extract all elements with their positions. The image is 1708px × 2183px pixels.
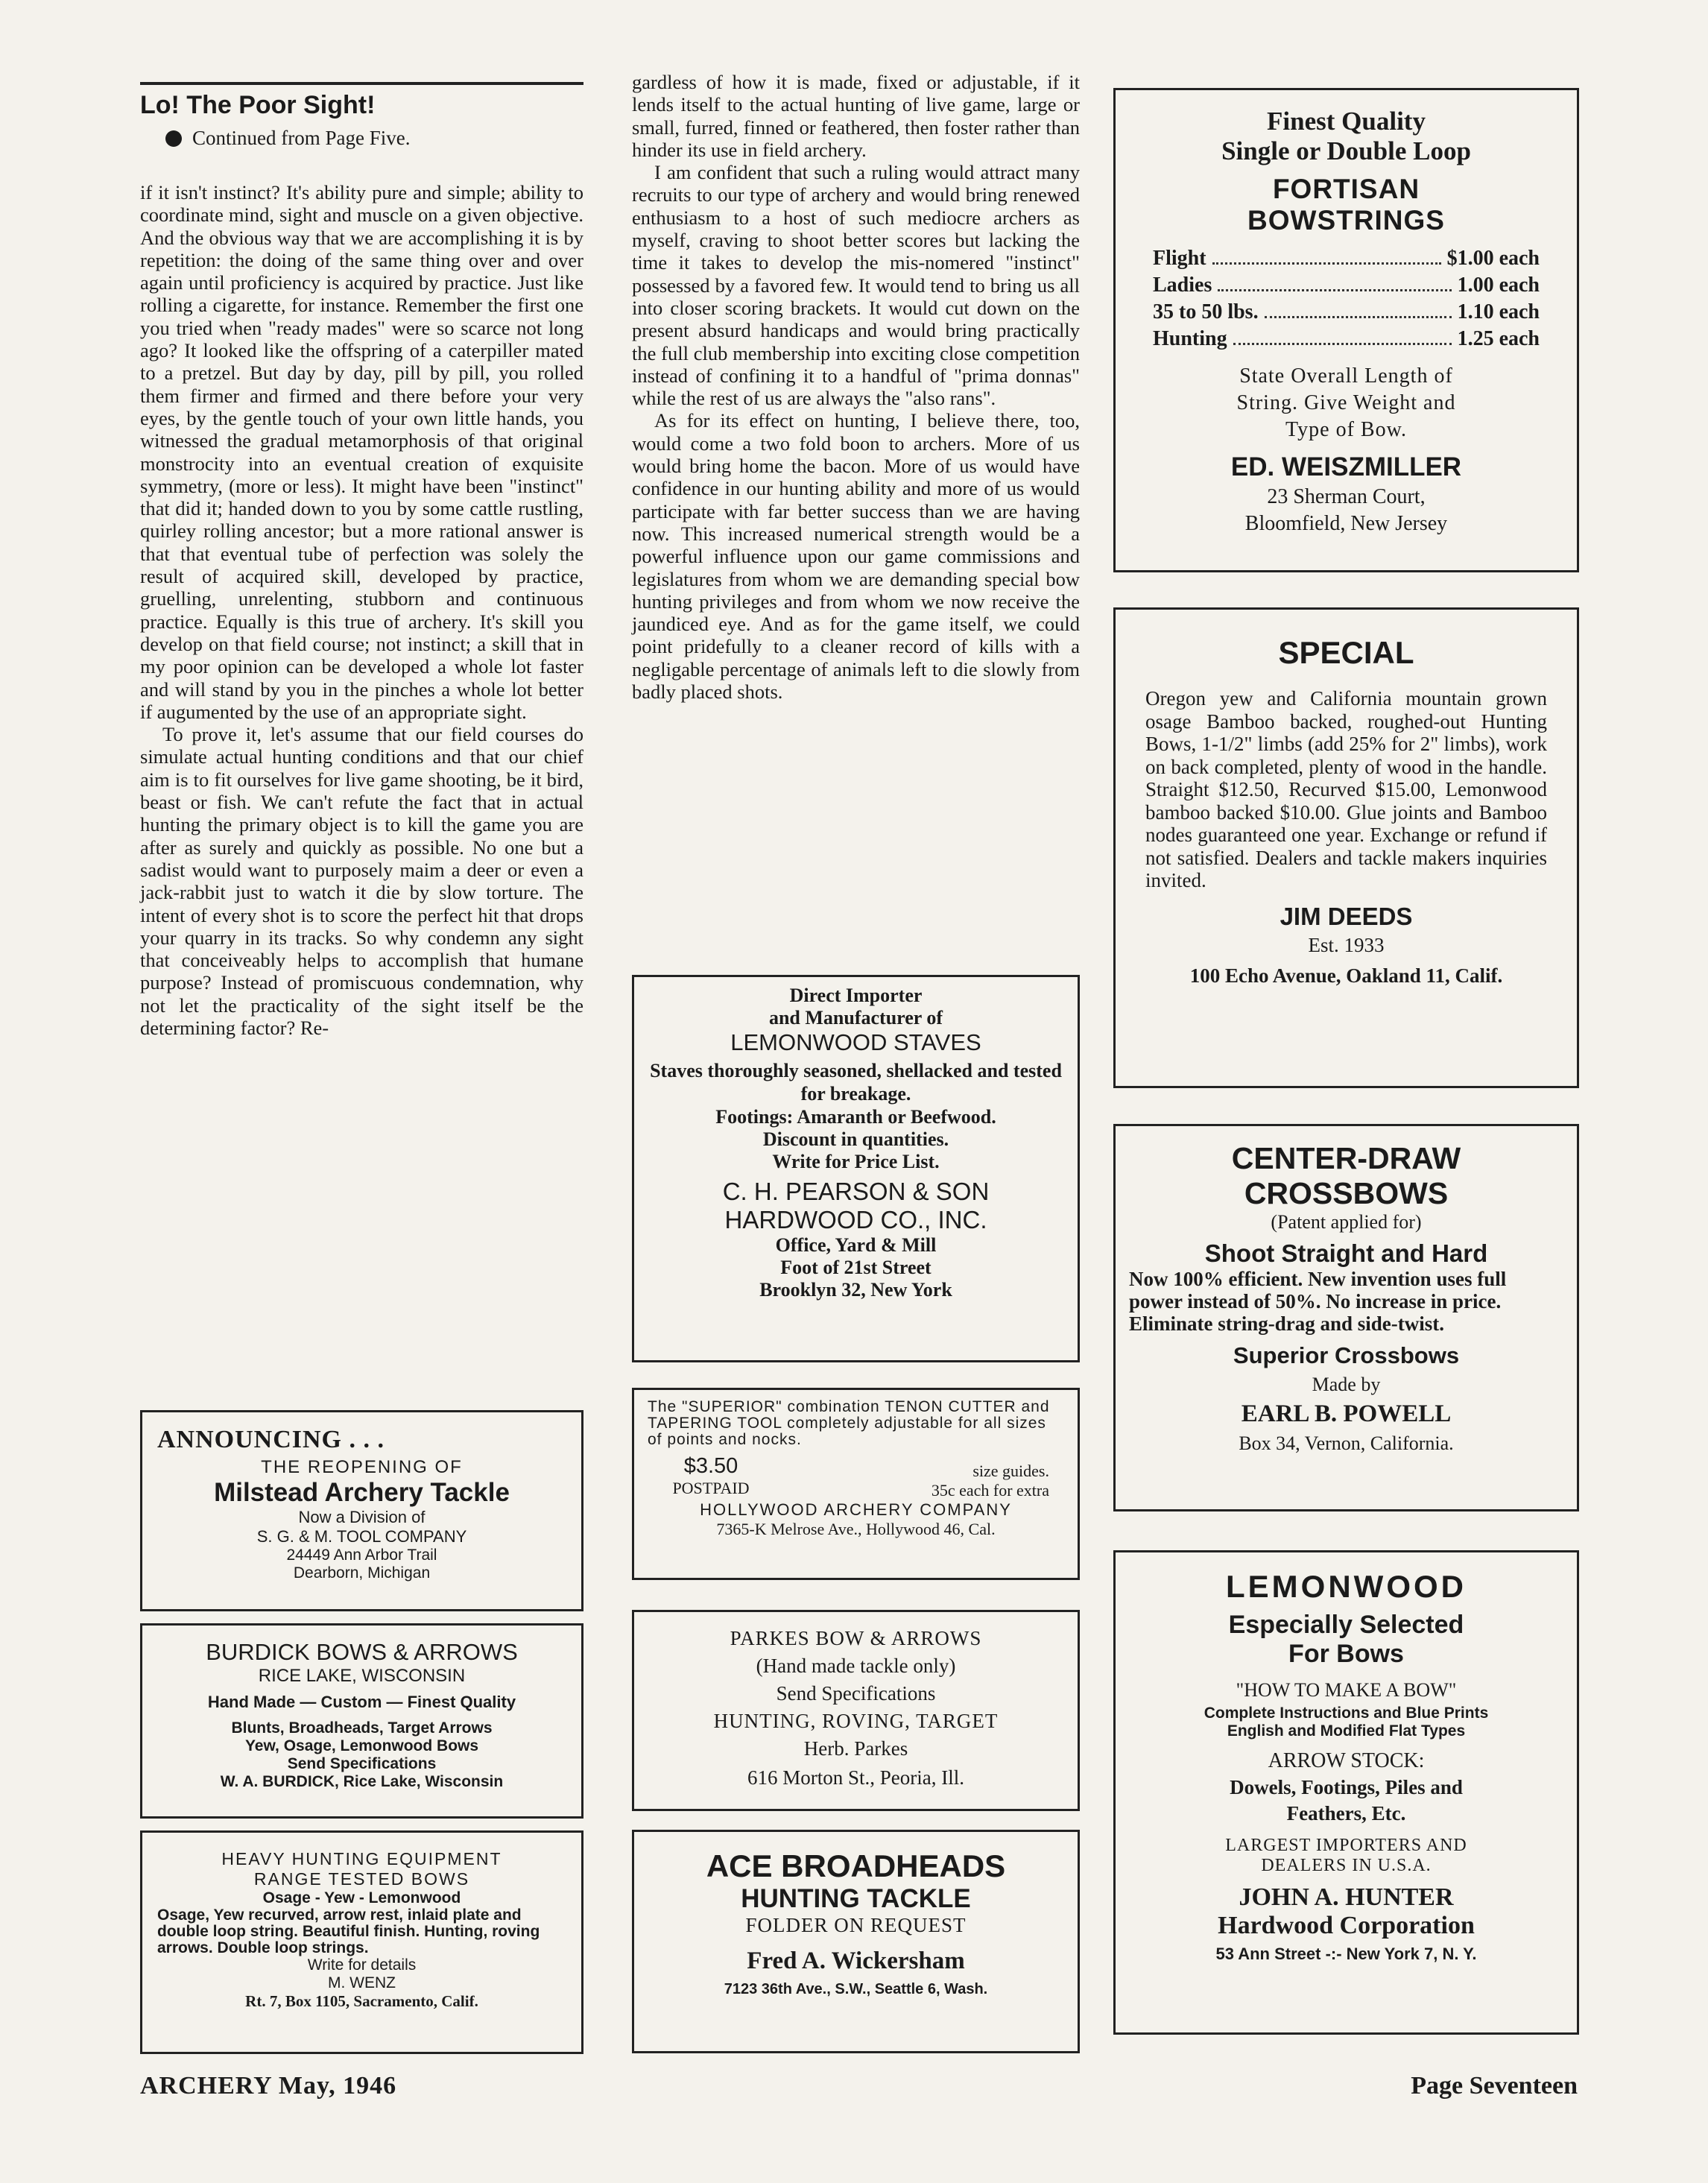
ad-text: Direct Importer xyxy=(789,985,923,1006)
ad-text: LARGEST IMPORTERS AND xyxy=(1225,1836,1467,1855)
ad-ace xyxy=(632,1830,1080,2053)
ad-crossbows xyxy=(1113,1124,1579,1511)
ad-hunter xyxy=(1113,1550,1579,2035)
ad-headline: Finest Quality xyxy=(1267,107,1426,136)
ad-text: Send Specifications xyxy=(776,1682,936,1705)
price-label: Flight xyxy=(1153,247,1206,270)
ad-body: Osage, Yew recurved, arrow rest, inlaid plate and double loop string. Beautiful finish. Hunting, roving arrows. Double loop strings. xyxy=(157,1906,540,1956)
ad-wenz xyxy=(140,1830,583,2054)
ad-name: JOHN A. HUNTER xyxy=(1239,1883,1454,1911)
ad-text: size guides. xyxy=(972,1462,1049,1480)
ad-company: HARDWOOD CO., INC. xyxy=(724,1206,987,1233)
ad-text: English and Modified Flat Types xyxy=(1227,1722,1466,1740)
ad-headline: Single or Double Loop xyxy=(1221,136,1471,165)
ad-text: Now a Division of xyxy=(298,1508,426,1526)
ad-address: Brooklyn 32, New York xyxy=(759,1279,952,1301)
ad-parkes xyxy=(632,1610,1080,1811)
ad-brand: FORTISAN xyxy=(1272,174,1420,204)
ad-text: THE REOPENING OF xyxy=(261,1457,463,1477)
footer-page-number: Page Seventeen xyxy=(1411,2072,1578,2100)
ad-name: Herb. Parkes xyxy=(803,1737,908,1760)
article-paragraph: As for its effect on hunting, I believe there, too, would come a two fold boon to archers. More of us would bring home the bacon. More of us would have confidence in our hunting ability and more of us would participate with far better success than we are having now. This increased numerical strength would be a powerful influence upon our game commissions and legislatures from whom we are demanding special bow hunting privileges and from whom we now receive the jaundiced eye. And as for the game itself, we could point pridefully to a cleaner record of kills with a negligable percentage of animals left to die slowly from badly placed shots. xyxy=(632,409,1080,704)
ad-price: $3.50 xyxy=(683,1454,738,1478)
leader-dots xyxy=(1265,300,1452,318)
ad-body: Oregon yew and California mountain grown osage Bamboo backed, roughed-out Hunting Bows, 1-1/2" limbs (add 25% for 2" limbs), work on back completed, plenty of wood in the handle. Straight $12.50, Recurved $15.00, Lemonwood bamboo backed $10.00. Glue joints and Bamboo nodes guaranteed one year. Exchange or refund if not satisfied. Dealers and tackle makers inquiries invited. xyxy=(1145,687,1547,891)
ad-pearson xyxy=(632,975,1080,1362)
price-group xyxy=(648,1454,774,1500)
price-label: 35 to 50 lbs. xyxy=(1153,300,1259,323)
ad-text: Osage - Yew - Lemonwood xyxy=(262,1889,461,1906)
ad-address: 23 Sherman Court, xyxy=(1267,485,1426,508)
ad-company: S. G. & M. TOOL COMPANY xyxy=(256,1527,467,1546)
ad-name: M. WENZ xyxy=(328,1974,396,1991)
article-body-col1 xyxy=(140,181,583,1039)
ad-address: 24449 Ann Arbor Trail xyxy=(286,1547,437,1564)
ad-text: State Overall Length of xyxy=(1239,364,1453,388)
ad-company: HOLLYWOOD ARCHERY COMPANY xyxy=(700,1500,1012,1519)
ad-body: The "SUPERIOR" combination TENON CUTTER and TAPERING TOOL completely adjustable for all sizes of points and nocks. xyxy=(648,1398,1050,1448)
ad-headline: ANNOUNCING . . . xyxy=(157,1426,385,1453)
ad-headline: CROSSBOWS xyxy=(1244,1176,1449,1210)
ad-headline: LEMONWOOD STAVES xyxy=(730,1029,981,1055)
ad-text: HUNTING, ROVING, TARGET xyxy=(713,1710,999,1732)
ad-brand: LEMONWOOD xyxy=(1226,1569,1467,1604)
price-list xyxy=(1153,247,1540,351)
ad-text: Yew, Osage, Lemonwood Bows xyxy=(244,1737,479,1754)
ad-text: Write for details xyxy=(307,1956,417,1974)
leader-dots xyxy=(1212,247,1441,265)
ad-address: Box 34, Vernon, California. xyxy=(1239,1432,1454,1454)
article-paragraph: gardless of how it is made, fixed or adjustable, if it lends itself to the actual hunting of live game, large or small, furred, finned or feathered, then foster rather than hinder its use in field archery. xyxy=(632,71,1080,161)
ad-company: C. H. PEARSON & SON xyxy=(722,1178,990,1205)
ad-text: Type of Bow. xyxy=(1285,418,1407,441)
ad-address: Foot of 21st Street xyxy=(780,1257,932,1278)
ad-body: Staves thoroughly seasoned, shellacked and tested for breakage. xyxy=(650,1060,1062,1105)
ad-brand: BURDICK BOWS & ARROWS xyxy=(206,1639,518,1665)
leader-dots xyxy=(1218,274,1451,291)
ad-brand: Superior Crossbows xyxy=(1233,1342,1460,1368)
bullet-icon xyxy=(165,130,182,147)
price-label: Ladies xyxy=(1153,274,1212,297)
ad-headline: RANGE TESTED BOWS xyxy=(253,1869,470,1889)
ad-text: Complete Instructions and Blue Prints xyxy=(1203,1705,1489,1722)
ad-name: ED. WEISZMILLER xyxy=(1230,452,1462,481)
ad-address: Rt. 7, Box 1105, Sacramento, Calif. xyxy=(245,1992,478,2010)
ad-text: Blunts, Broadheads, Target Arrows xyxy=(231,1719,493,1737)
price-block xyxy=(648,1454,1064,1500)
ad-superior-tenon xyxy=(632,1388,1080,1580)
ad-company: Hardwood Corporation xyxy=(1218,1912,1475,1939)
ad-name: Fred A. Wickersham xyxy=(747,1947,965,1974)
price-row xyxy=(1153,327,1540,351)
ad-text: FOLDER ON REQUEST xyxy=(745,1914,967,1936)
price-row xyxy=(1153,247,1540,271)
article-title: Lo! The Poor Sight! xyxy=(140,91,376,119)
ad-headline: SPECIAL xyxy=(1278,635,1414,670)
ad-text: and Manufacturer of xyxy=(768,1007,943,1029)
ad-text: String. Give Weight and xyxy=(1236,391,1456,414)
ad-text: "HOW TO MAKE A BOW" xyxy=(1236,1679,1457,1701)
ad-special xyxy=(1113,607,1579,1088)
ad-address: Bloomfield, New Jersey xyxy=(1244,512,1448,535)
footer-magazine-date: ARCHERY May, 1946 xyxy=(140,2072,397,2100)
continued-note xyxy=(165,127,583,150)
ad-text: (Hand made tackle only) xyxy=(756,1655,956,1677)
ad-fortisan xyxy=(1113,88,1579,572)
ad-name: EARL B. POWELL xyxy=(1241,1400,1452,1427)
ad-milstead xyxy=(140,1410,583,1611)
ad-text: Send Specifications xyxy=(287,1755,437,1772)
ad-text: Hand Made — Custom — Finest Quality xyxy=(207,1693,516,1711)
ad-text: Write for Price List. xyxy=(772,1151,940,1172)
leader-dots xyxy=(1233,327,1452,345)
ad-text: Made by xyxy=(1312,1374,1381,1395)
ad-address: 7123 36th Ave., S.W., Seattle 6, Wash. xyxy=(724,1981,988,1997)
price-value: 1.25 each xyxy=(1457,327,1540,350)
price-value: $1.00 each xyxy=(1446,247,1540,270)
ad-address: 100 Echo Avenue, Oakland 11, Calif. xyxy=(1189,964,1503,987)
article-body-col2 xyxy=(632,71,1080,703)
ad-contact: W. A. BURDICK, Rice Lake, Wisconsin xyxy=(220,1773,504,1790)
article-paragraph: if it isn't instinct? It's ability pure and simple; ability to coordinate mind, sight and muscle on a given objective. And the obvious way that we are accomplishing it is by repetition: the doing of the same thing over and over again until proficiency is acquired by practice. Just like rolling a cigarette, for instance. Remember the first one you tried when "ready mades" were so scarce not long ago? It looked like the offspring of a caterpiller mated to a pretzel. But day by day, pill by pill, you rolled them firmer and firmed and there before your very eyes, by the gentle touch of your own little hands, you witnessed the gradual metamorphosis of that original monstrocity into an eventual creation of exquisite symmetry, (more or less). It might have been "instinct" that did it; handed down to you by some cattle rustling, quirley rolling ancestor; but a more rational answer is that that eventual tube of perfection was solely the result of acquired skill, developed by practice, gruelling, unrelenting, stubborn and continuous practice. Equally is this true of archery. It's skill you develop on that field course; not instinct; a skill that in my poor opinion can be developed a whole lot faster and will stand by you in the pinches a whole lot better if augumented by the use of an appropriate sight. xyxy=(140,181,583,723)
ad-brand: ACE BROADHEADS xyxy=(706,1848,1006,1883)
ad-text: (Patent applied for) xyxy=(1271,1211,1422,1233)
price-row xyxy=(1153,300,1540,324)
ad-text: Est. 1933 xyxy=(1308,933,1385,956)
ad-text: Discount in quantities. xyxy=(762,1128,949,1150)
ad-location: RICE LAKE, WISCONSIN xyxy=(258,1666,466,1686)
ad-address: 7365-K Melrose Ave., Hollywood 46, Cal. xyxy=(716,1520,996,1538)
ad-headline: HEAVY HUNTING EQUIPMENT xyxy=(221,1849,502,1868)
ad-headline: HUNTING TACKLE xyxy=(741,1884,971,1913)
article-paragraph: To prove it, let's assume that our field courses do simulate actual hunting conditions and that our chief aim is to fit ourselves for live game shooting, be it bird, beast or fish. We can't refute the fact that in actual hunting the primary object is to kill the game you are after as surely and quickly as possible. No one but a sadist would want to purposely maim a deer or even a jack-rabbit just to watch it die by slow torture. The intent of every shot is to score the perfect hit that drops your quarry in its tracks. So why condemn any sight that conceiveably helps to accomplish that humane purpose? Instead of promiscuous condemnation, why not let the practicality of the sight itself be the determining factor? Re- xyxy=(140,723,583,1039)
article-paragraph: I am confident that such a ruling would attract many recruits to our type of archery and would bring renewed enthusiasm to a host of such mediocre archers as myself, craving to shoot better scores but lacking the time it takes to develop the mis-nomered "instinct" possessed by a favored few. It would tend to bring us all into closer scoring brackets. It would cut down on the present absurd handicaps and would bring practically the full club membership into exciting close competition instead of confining it to a handful of "prima donnas" while the rest of us are always the "also rans". xyxy=(632,161,1080,410)
ad-text: DEALERS IN U.S.A. xyxy=(1261,1856,1432,1875)
price-label: Hunting xyxy=(1153,327,1227,350)
price-value: 1.10 each xyxy=(1457,300,1540,323)
ad-name: JIM DEEDS xyxy=(1280,902,1413,930)
price-value: 1.00 each xyxy=(1457,274,1540,297)
ad-subheadline: Shoot Straight and Hard xyxy=(1204,1239,1488,1267)
price-row xyxy=(1153,274,1540,297)
ad-address: 53 Ann Street -:- New York 7, N. Y. xyxy=(1215,1945,1477,1963)
ad-burdick xyxy=(140,1623,583,1819)
continued-text: Continued from Page Five. xyxy=(192,127,411,149)
ad-headline: Especially Selected xyxy=(1228,1611,1464,1639)
ad-headline: CENTER-DRAW xyxy=(1231,1141,1461,1175)
ad-text: POSTPAID xyxy=(672,1479,750,1497)
sizes-group xyxy=(932,1454,1064,1500)
ad-brand: PARKES BOW & ARROWS xyxy=(730,1627,982,1649)
ad-body: Now 100% efficient. New invention uses full power instead of 50%. No increase in price. Eliminate string-drag and side-twist. xyxy=(1129,1268,1507,1335)
ad-headline: For Bows xyxy=(1288,1640,1404,1668)
ad-brand: Milstead Archery Tackle xyxy=(214,1478,510,1507)
ad-text: 35c each for extra xyxy=(931,1481,1049,1500)
ad-text: Footings: Amaranth or Beefwood. xyxy=(715,1106,996,1128)
column-top-rule xyxy=(140,82,583,85)
ad-text: Dowels, Footings, Piles and xyxy=(1230,1776,1463,1798)
ad-text: Feathers, Etc. xyxy=(1286,1802,1406,1825)
ad-address: Dearborn, Michigan xyxy=(293,1564,431,1582)
ad-address: Office, Yard & Mill xyxy=(775,1234,937,1256)
ad-address: 616 Morton St., Peoria, Ill. xyxy=(747,1766,964,1789)
ad-brand: BOWSTRINGS xyxy=(1247,205,1445,236)
ad-text: ARROW STOCK: xyxy=(1268,1749,1425,1772)
